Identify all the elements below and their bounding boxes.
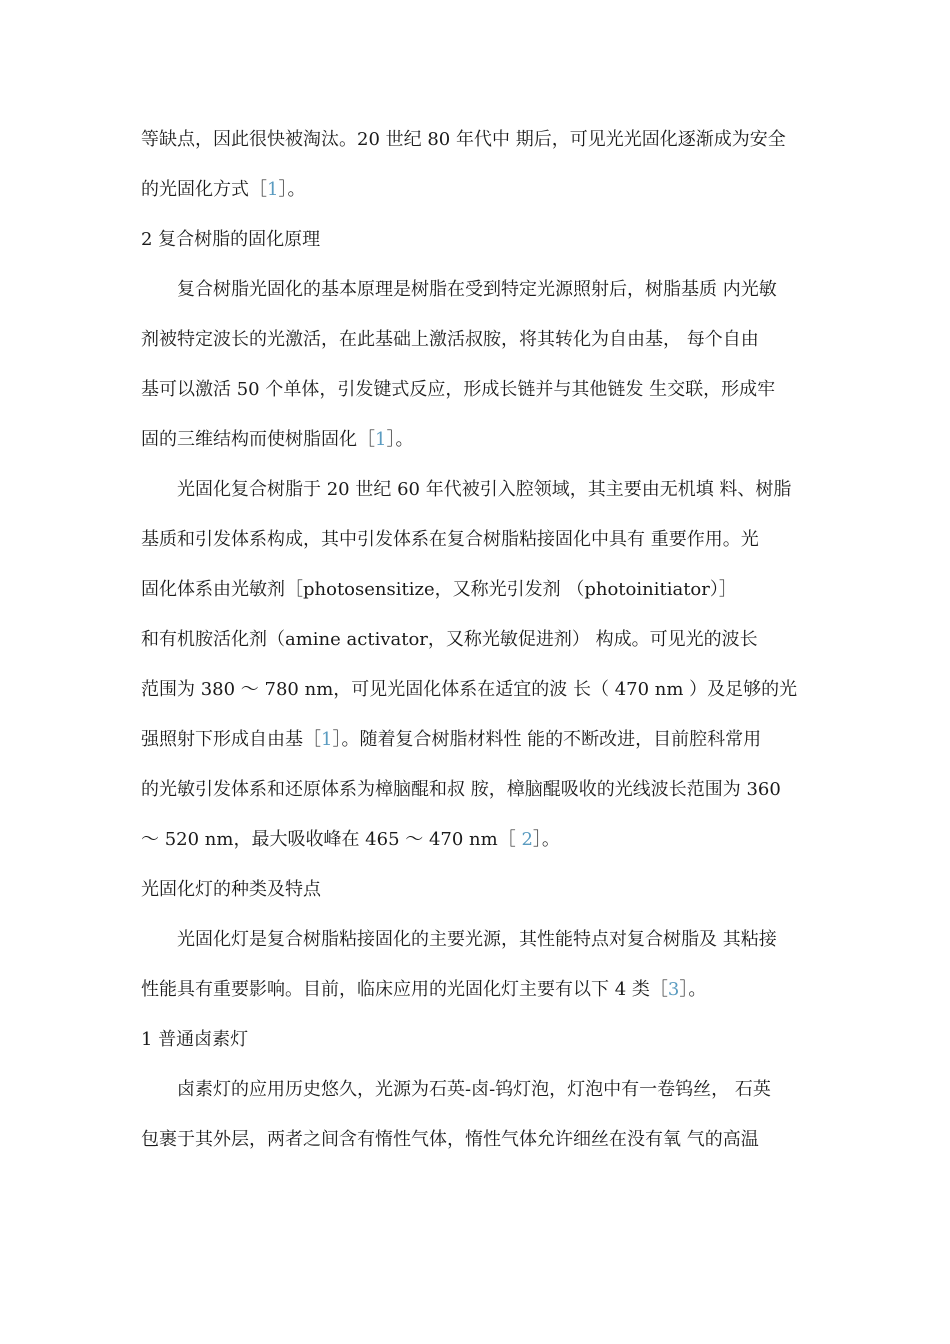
text-line: 的光敏引发体系和还原体系为樟脑醌和叔 胺，樟脑醌吸收的光线波长范围为 360 [141,779,781,800]
text-line: 和有机胺活化剂（amine activator，又称光敏促进剂） 构成。可见光的波长 [141,629,758,650]
text-line: 复合树脂光固化的基本原理是树脂在受到特定光源照射后，树脂基质 内光敏 [177,279,777,300]
section-heading: 光固化灯的种类及特点 [141,879,321,900]
text-segment: ～ 520 nm，最大吸收峰在 465 ～ 470 nm［ [141,829,522,850]
text-segment: 性能具有重要影响。目前，临床应用的光固化灯主要有以下 4 类［ [141,979,668,1000]
text-line [141,715,821,765]
section-heading: 2 复合树脂的固化原理 [141,229,321,250]
citation-ref[interactable]: 3 [667,979,680,1000]
text-line [141,965,821,1015]
text-segment: 的光固化方式［ [141,179,267,200]
text-line [141,815,821,865]
text-segment: ］。 [278,179,306,200]
citation-ref[interactable]: 2 [521,829,533,850]
text-line [141,415,821,465]
text-line: 光固化复合树脂于 20 世纪 60 年代被引入腔领域，其主要由无机填 料、树脂 [177,479,792,500]
citation-ref[interactable]: 1 [321,729,333,750]
text-line: 剂被特定波长的光激活，在此基础上激活叔胺，将其转化为自由基， 每个自由 [141,329,759,350]
text-segment: ］。随着复合树脂材料性 能的不断改进，目前腔科常用 [332,729,762,750]
text-segment: ］。 [679,979,707,1000]
text-line: 卤素灯的应用历史悠久，光源为石英-卤-钨灯泡，灯泡中有一卷钨丝， 石英 [177,1079,771,1100]
text-segment: ］。 [532,829,560,850]
text-line: 范围为 380 ～ 780 nm，可见光固化体系在适宜的波 长（ 470 nm ）及足够的光 [141,679,798,700]
text-line: 固化体系由光敏剂［photosensitize，又称光引发剂 （photoinitiator）］ [141,579,737,600]
text-segment: 强照射下形成自由基［ [141,729,321,750]
text-line: 基质和引发体系构成，其中引发体系在复合树脂粘接固化中具有 重要作用。光 [141,529,759,550]
section-heading: 1 普通卤素灯 [141,1029,249,1050]
text-line: 基可以激活 50 个单体，引发键式反应，形成长链并与其他链发 生交联，形成牢 [141,379,776,400]
text-line: 光固化灯是复合树脂粘接固化的主要光源，其性能特点对复合树脂及 其粘接 [177,929,777,950]
text-segment: ］。 [386,429,414,450]
text-line: 等缺点，因此很快被淘汰。20 世纪 80 年代中 期后，可见光光固化逐渐成为安全 [141,129,786,150]
citation-ref[interactable]: 1 [375,429,387,450]
text-line: 包裹于其外层，两者之间含有惰性气体，惰性气体允许细丝在没有氧 气的高温 [141,1129,759,1150]
text-line [141,165,821,215]
text-segment: 固的三维结构而使树脂固化［ [141,429,375,450]
document-page [141,115,821,1165]
citation-ref[interactable]: 1 [267,179,279,200]
